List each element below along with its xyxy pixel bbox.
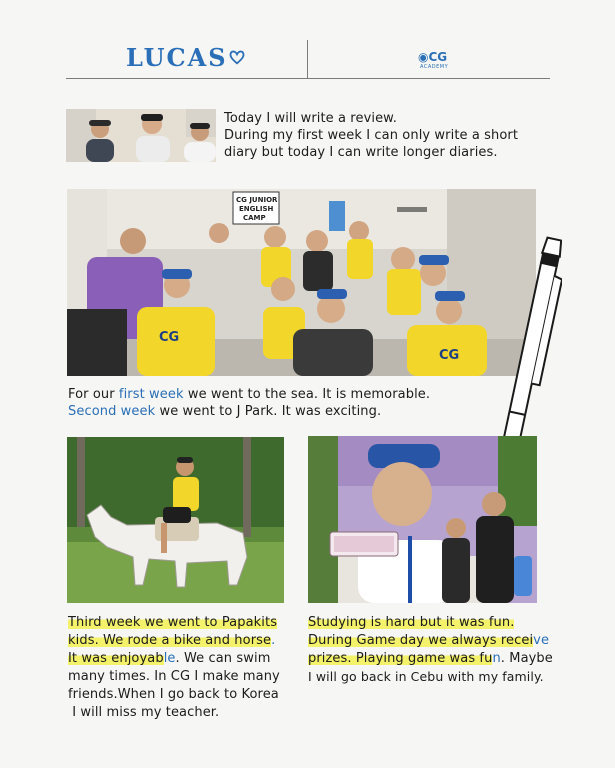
shirt-text-1: CG [159, 330, 180, 345]
sign-line-1: CG JUNIOR [236, 196, 278, 204]
second-week-highlight: Second week [68, 404, 156, 419]
page-title: LUCAS [126, 43, 228, 72]
sign-line-2: ENGLISH [239, 205, 274, 213]
right-story-line-2: During Game day we always receive [308, 633, 550, 648]
group-airport-photo [67, 189, 536, 376]
left-story-line-3: It was enjoyable. We can swim [68, 651, 271, 666]
weeks-line-1: For our first week we went to the sea. It is memorable. [68, 387, 431, 402]
first-week-highlight: first week [118, 387, 184, 402]
right-story-line-3: prizes. Playing game was fun. Maybe [308, 651, 553, 666]
three-boys-photo [66, 109, 216, 162]
heart-icon [228, 48, 246, 66]
left-story-line-4: many times. In CG I make many [68, 669, 280, 684]
boy-with-ticket-photo [308, 436, 537, 603]
intro-line-2: During my first week I can only write a short [224, 128, 519, 143]
left-story-line-5: friends.When I go back to Korea [68, 687, 279, 702]
left-story-line-2: kids. We rode a bike and horse. [68, 633, 276, 648]
left-story-line-6: I will miss my teacher. [68, 705, 220, 720]
sign-line-3: CAMP [243, 214, 266, 222]
right-story-line-1: Studying is hard but it was fun. [308, 615, 515, 630]
intro-line-3: diary but today I can write longer diaries. [224, 145, 498, 160]
intro-line-1: Today I will write a review. [224, 111, 397, 126]
header-divider-vertical [307, 40, 308, 78]
left-story-line-1: Third week we went to Papakits [68, 615, 278, 630]
weeks-line-2: Second week we went to J Park. It was exciting. [68, 404, 382, 419]
logo-ring-icon: ◉ [418, 50, 429, 64]
shirt-text-2: CG [439, 348, 460, 363]
horse-riding-photo [67, 437, 284, 603]
right-story-line-4: I will go back in Cebu with my family. [308, 669, 544, 684]
header-divider-horizontal [66, 78, 550, 79]
cg-academy-logo: ◉CG ACADEMY [418, 50, 449, 70]
